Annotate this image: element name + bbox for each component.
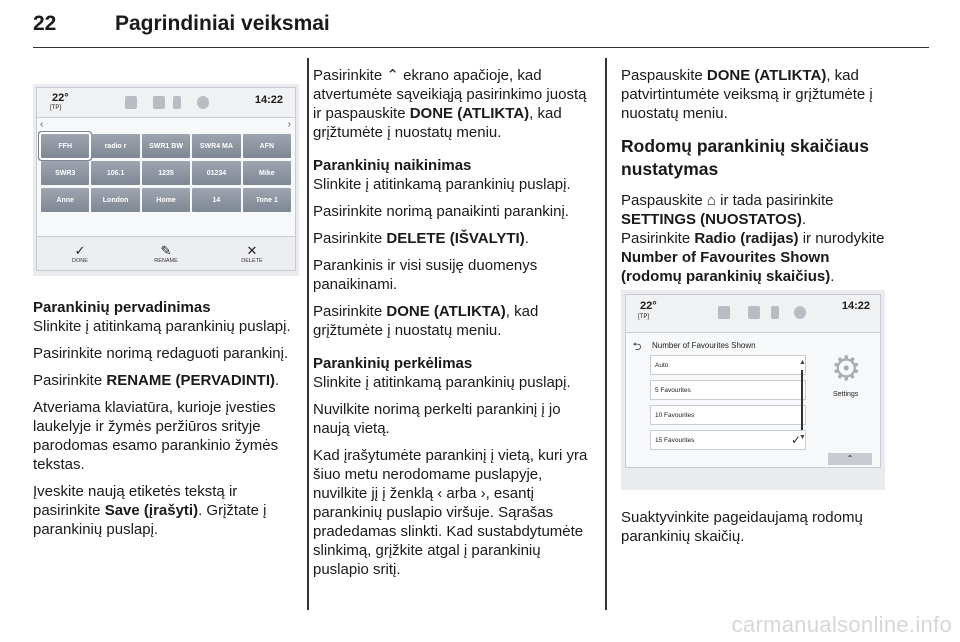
music-icon [125,96,137,109]
favourites-row [41,134,291,158]
chevron-left-icon[interactable]: ‹ [40,119,44,130]
caret-up-icon[interactable]: ⌃ [828,453,872,465]
favourite-button[interactable]: FFH [41,134,89,158]
settings-label[interactable]: Settings [833,391,859,398]
favourite-button[interactable]: SWR1 BW [142,134,190,158]
paragraph: Paspauskite DONE (ATLIKTA), kad patvirtintumėte veiksmą ir grįžtumėte į nuostatų meniu. [621,67,873,122]
favourite-button[interactable]: London [91,188,139,212]
scroll-down-icon[interactable]: ▼ [799,434,806,441]
info-icon [197,96,209,109]
section-heading-move: Parankinių perkėlimas [313,355,473,372]
seat-icon [153,96,165,109]
section-heading-favourites-count: Rodomų parankinių skaičiaus nustatymas [621,136,869,179]
phone-icon [173,96,181,109]
pencil-icon: ✎ [160,242,172,258]
screen-title: Number of Favourites Shown [652,341,756,350]
screen-frame [625,294,881,468]
paragraph: Pasirinkite ⌃ ekrano apačioje, kad atvertumėte sąveikiąją pasirinkimo juostą ir paspauskite DONE (ATLIKTA), kad grįžtumėte į nuostatų meniu. [313,67,587,141]
check-icon: ✓ [790,433,801,447]
paragraph: Pasirinkite RENAME (PERVADINTI). [33,372,280,389]
home-icon: ⌂ [706,192,716,209]
temperature-label: 22° [52,92,69,104]
favourites-row [41,188,291,212]
section-heading-rename: Parankinių pervadinimas [33,299,211,316]
favourite-button[interactable]: Anne [41,188,89,212]
paragraph: Slinkite į atitinkamą parankinių puslapį. [313,176,571,193]
page-number: 22 [33,12,57,35]
page-header [33,8,929,48]
back-icon[interactable]: ⮌ [632,341,642,353]
chevron-left-icon: ‹ [437,485,443,502]
screen-frame [36,87,296,271]
option-auto[interactable]: Auto [650,355,806,375]
delete-label: DELETE [241,257,263,264]
column-1 [33,294,299,547]
paragraph: Kad įrašytumėte parankinį į vietą, kuri yra šiuo metu nerodomame puslapyje, nuvilkite jį į ženklą ‹ arba ›, esantį parankinių puslapio viršuje. Sąrašas pradedamas slinkti. Kad sustabdytumėte slinkimą, grįžkite atgal į parankinių puslapio sritį. [313,447,588,578]
info-icon [794,306,806,319]
delete-button[interactable] [209,237,295,270]
paragraph: Pasirinkite DELETE (IŠVALYTI). [313,230,529,247]
cross-icon: ✕ [246,242,258,258]
option-15-favourites[interactable]: 15 Favourites ✓ [650,430,806,450]
status-bar [37,88,295,118]
paragraph: Pasirinkite norimą panaikinti parankinį. [313,203,569,220]
paragraph: Pasirinkite DONE (ATLIKTA), kad grįžtumėte į nuostatų meniu. [313,303,539,339]
phone-icon [771,306,779,319]
chevron-right-icon[interactable]: › [287,119,291,130]
favourites-edit-screenshot [33,84,299,276]
paragraph: Parankinis ir visi susiję duomenys panaikinami. [313,257,538,293]
gear-icon: ⚙ [831,350,862,388]
page-title: Pagrindiniai veiksmai [115,12,330,35]
favourite-button[interactable]: Home [142,188,190,212]
favourite-button[interactable]: SWR4 MA [192,134,240,158]
favourite-button[interactable]: 106.1 [91,161,139,185]
favourite-button[interactable]: radio r [91,134,139,158]
seat-icon [748,306,760,319]
action-bar [37,236,295,270]
column-divider-2 [605,58,607,610]
favourites-row [41,161,291,185]
paragraph: Paspauskite ⌂ ir tada pasirinkite SETTINGS (NUOSTATOS). [621,192,834,228]
column-2 [313,66,595,587]
paragraph: Suaktyvinkite pageidaujamą rodomų parankinių skaičių. [621,509,863,545]
rename-label: RENAME [154,257,178,264]
temperature-label: 22° [640,300,657,312]
section-heading-delete: Parankinių naikinimas [313,157,472,174]
done-button[interactable] [37,237,123,270]
chevron-right-icon: › [480,485,486,502]
column-3-bottom [621,508,891,554]
clock-label: 14:22 [841,300,870,312]
page-arrows [37,120,295,132]
check-icon: ✓ [74,242,86,258]
column-3 [621,66,891,294]
scrollbar[interactable] [799,359,805,459]
watermark: carmanualsonline.info [731,612,952,637]
paragraph: Slinkite į atitinkamą parankinių puslapį. [33,318,291,335]
music-icon [718,306,730,319]
paragraph: Slinkite į atitinkamą parankinių puslapį. [313,374,571,391]
scroll-thumb[interactable] [801,370,803,430]
done-label: DONE [72,257,88,264]
favourites-grid [41,134,291,215]
status-bar [626,295,880,333]
paragraph: Atveriama klaviatūra, kurioje įvesties laukelyje ir žymės peržiūros srityje parodomas esamo parankinio žymės tekstas. [33,399,279,473]
options-list [650,355,806,455]
scroll-up-icon[interactable]: ▲ [799,359,806,366]
favourite-button[interactable]: Mike [243,161,291,185]
favourite-button[interactable]: 14 [192,188,240,212]
tp-label: [TP] [638,314,650,320]
paragraph: Pasirinkite norimą redaguoti parankinį. [33,345,289,362]
caret-up-icon: ⌃ [386,67,399,84]
favourite-button[interactable]: AFN [243,134,291,158]
paragraph: Nuvilkite norimą perkelti parankinį į jo naują vietą. [313,401,561,437]
favourites-count-screenshot [621,290,885,490]
favourite-button[interactable]: 1235 [142,161,190,185]
paragraph: Pasirinkite Radio (radijas) ir nurodykite Number of Favourites Shown (rodomų parankinių skaičius). [621,230,885,285]
favourite-button[interactable]: SWR3 [41,161,89,185]
favourite-button[interactable]: Tone 1 [243,188,291,212]
tp-label: [TP] [50,105,62,111]
paragraph: Įveskite naują etiketės tekstą ir pasirinkite Save (įrašyti). Grįžtate į parankinių puslapį. [33,483,267,538]
option-10-favourites[interactable]: 10 Favourites [650,405,806,425]
rename-button[interactable] [123,237,209,270]
favourite-button[interactable]: 01234 [192,161,240,185]
option-5-favourites[interactable]: 5 Favourites [650,380,806,400]
clock-label: 14:22 [254,94,283,106]
column-divider-1 [307,58,309,610]
